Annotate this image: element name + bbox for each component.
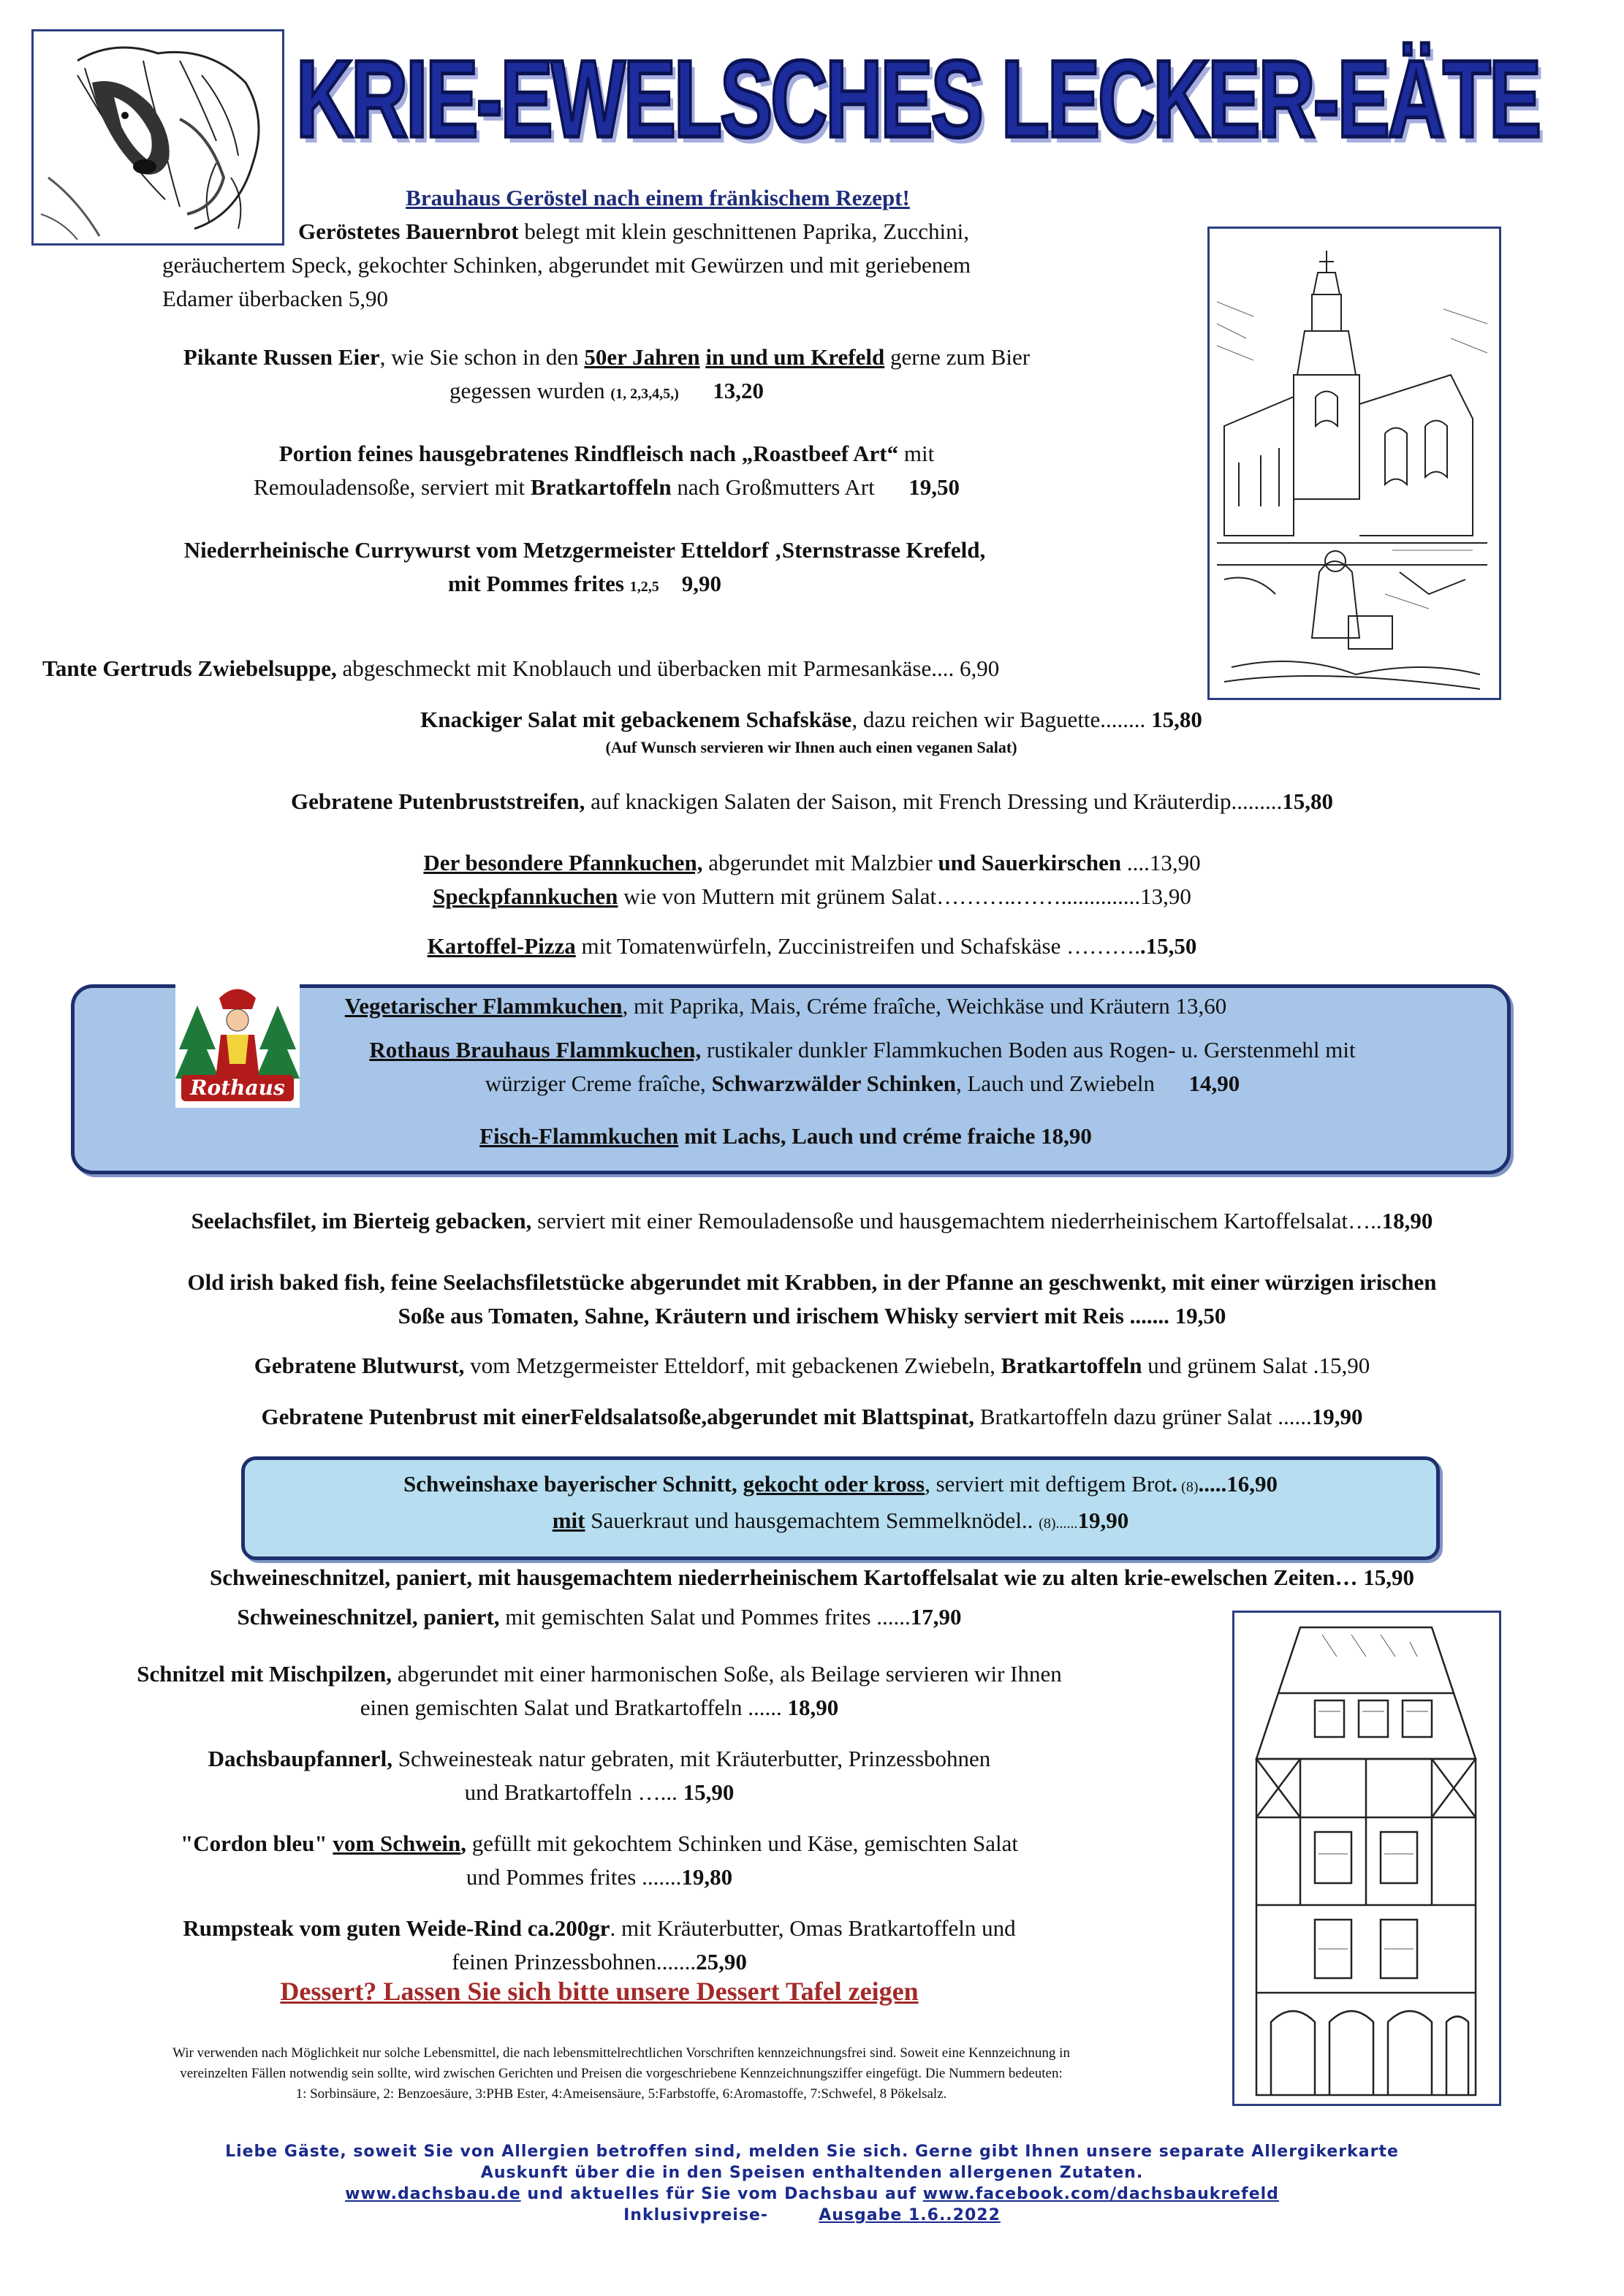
rothaus-logo-text: Rothaus bbox=[190, 1076, 285, 1100]
note-line: vereinzelten Fällen notwendig sein sollte, wird zwischen Gerichten und Preisen die vorgeschriebene Kennzeichnungsziffer eingefügt. Die Nummern bedeuten: bbox=[180, 2066, 1063, 2081]
item-price: .....16,90 bbox=[1198, 1471, 1278, 1497]
item-highlight: Schwarzwälder Schinken bbox=[711, 1071, 956, 1096]
item-name: Schweineschnitzel, paniert, bbox=[237, 1604, 500, 1630]
item-price: 19,80 bbox=[681, 1864, 733, 1890]
item-desc: Remouladensoße, serviert mit bbox=[254, 474, 531, 500]
item-desc: einen gemischten Salat und Bratkartoffeln ...... bbox=[360, 1695, 788, 1720]
menu-item-pfannkuchen bbox=[29, 846, 1595, 913]
dessert-text: Dessert? Lassen Sie sich bitte unsere Dessert Tafel zeigen bbox=[280, 1977, 919, 2006]
item-desc: belegt mit klein geschnittenen Paprika, Zucchini, bbox=[518, 218, 970, 244]
menu-item-irish-fish bbox=[29, 1266, 1595, 1333]
menu-item-roastbeef bbox=[29, 437, 1184, 504]
allergen-codes: (8)...... bbox=[1039, 1516, 1078, 1532]
inklusivpreise-label: Inklusivpreise- bbox=[623, 2206, 768, 2224]
item-desc: nach Großmutters Art bbox=[671, 474, 875, 500]
menu-item-fisch-flammkuchen bbox=[73, 1120, 1498, 1153]
menu-item-seelachsfilet bbox=[29, 1204, 1595, 1238]
item-name: Fisch-Flammkuchen bbox=[479, 1123, 679, 1149]
item-price: 9,90 bbox=[681, 571, 721, 596]
item-name: Portion feines hausgebratenes Rindfleisch nach „Roastbeef Art“ bbox=[278, 441, 899, 466]
item-desc: geräuchertem Speck, gekochter Schinken, abgerundet mit Gewürzen und mit geriebenem bbox=[162, 252, 971, 278]
website-link[interactable]: www.dachsbau.de bbox=[345, 2185, 521, 2203]
item-name: Geröstetes Bauernbrot bbox=[298, 218, 519, 244]
item-desc: und Bratkartoffeln …... bbox=[464, 1779, 683, 1805]
item-price: 18,90 bbox=[787, 1695, 839, 1720]
house-image bbox=[1232, 1611, 1501, 2106]
item-name: Dachsbaupfannerl, bbox=[208, 1746, 393, 1771]
item-price: .15,50 bbox=[1139, 933, 1197, 959]
menu-item-rumpsteak bbox=[29, 1912, 1169, 1979]
footer-line: Auskunft über die in den Speisen enthaltenden allergenen Zutaten. bbox=[480, 2164, 1144, 2182]
allergen-codes: 1,2,5 bbox=[629, 579, 659, 595]
menu-item-currywurst bbox=[29, 533, 1140, 604]
item-highlight: vom Schwein bbox=[333, 1831, 461, 1856]
badger-image bbox=[31, 29, 284, 246]
item-desc: mit Tomatenwürfeln, Zuccinistreifen und Schafskäse ………. bbox=[575, 933, 1140, 959]
item-name: Schweineschnitzel, paniert, mit hausgemachtem niederrheinischem Kartoffelsalat wie zu alten krie-ewelschen Zeiten… 15,90 bbox=[210, 1565, 1414, 1590]
item-desc: . mit Kräuterbutter, Omas Bratkartoffeln und bbox=[610, 1915, 1016, 1941]
allergen-notes bbox=[29, 2043, 1213, 2105]
item-name: Pikante Russen Eier bbox=[183, 344, 380, 370]
item-name: Seelachsfilet, im Bierteig gebacken, bbox=[191, 1208, 532, 1233]
footer bbox=[29, 2141, 1595, 2226]
item-desc: , wie Sie schon in den bbox=[379, 344, 585, 370]
item-price: 18,90 bbox=[1381, 1208, 1433, 1233]
item-desc: feinen Prinzessbohnen....... bbox=[452, 1949, 697, 1974]
item-name: Rothaus Brauhaus Flammkuchen, bbox=[369, 1037, 702, 1063]
house-icon bbox=[1234, 1613, 1499, 2104]
menu-item-veg-flammkuchen bbox=[73, 989, 1498, 1023]
note-line: 1: Sorbinsäure, 2: Benzoesäure, 3:PHB Ester, 4:Ameisensäure, 5:Farbstoffe, 6:Aromastoffe, 7:Schwefel, 8 Pökelsalz. bbox=[295, 2086, 947, 2102]
item-desc: Bratkartoffeln dazu grüner Salat ...... bbox=[974, 1404, 1312, 1429]
item-desc: abgerundet mit einer harmonischen Soße, als Beilage servieren wir Ihnen bbox=[391, 1661, 1062, 1687]
item-price: 17,90 bbox=[910, 1604, 962, 1630]
item-price: ....13,90 bbox=[1121, 850, 1201, 875]
menu-item-zwiebelsuppe bbox=[42, 652, 1212, 685]
item-desc: , mit Paprika, Mais, Créme fraîche, Weichkäse und Kräutern 13,60 bbox=[622, 993, 1227, 1019]
item-desc: Sauerkraut und hausgemachtem Semmelknödel.. bbox=[585, 1508, 1039, 1533]
item-name: Knackiger Salat mit gebackenem Schafskäse bbox=[420, 707, 852, 732]
item-desc: vom Metzgermeister Etteldorf, mit gebackenen Zwiebeln, bbox=[464, 1353, 1001, 1378]
item-price: 15,80 bbox=[1282, 788, 1333, 814]
menu-item-dachsbaupfannerl bbox=[29, 1742, 1169, 1809]
footer-text: und aktuelles für Sie vom Dachsbau auf bbox=[520, 2185, 923, 2203]
allergen-codes: (1, 2,3,4,5,) bbox=[610, 386, 679, 402]
menu-item-schnitzel-kartoffelsalat bbox=[29, 1561, 1595, 1594]
item-name: Kartoffel-Pizza bbox=[427, 933, 576, 959]
item-price: 14,90 bbox=[1188, 1071, 1240, 1096]
item-desc: mit gemischten Salat und Pommes frites ...... bbox=[499, 1604, 911, 1630]
item-desc: serviert mit einer Remouladensoße und hausgemachtem niederrheinischem Kartoffelsalat….. bbox=[531, 1208, 1382, 1233]
menu-item-schweinshaxe bbox=[241, 1467, 1440, 1540]
item-desc: auf knackigen Salaten der Saison, mit French Dressing und Kräuterdip......... bbox=[585, 788, 1283, 814]
salat-note: (Auf Wunsch servieren wir Ihnen auch einen veganen Salat) bbox=[605, 738, 1017, 756]
item-name: Old irish baked fish, feine Seelachsfiletstücke abgerundet mit Krabben, in der Pfanne an geschwenkt, mit einer würzigen irischen bbox=[187, 1269, 1437, 1295]
item-name: Vegetarischer Flammkuchen bbox=[344, 993, 623, 1019]
item-desc: , dazu reichen wir Baguette........ bbox=[851, 707, 1152, 732]
item-name: Schnitzel mit Mischpilzen, bbox=[137, 1661, 392, 1687]
item-highlight: und Sauerkirschen bbox=[938, 850, 1122, 875]
item-name: Tante Gertruds Zwiebelsuppe, bbox=[42, 655, 337, 681]
item-highlight: Bratkartoffeln bbox=[1001, 1353, 1142, 1378]
item-price: 25,90 bbox=[696, 1949, 747, 1974]
badger-icon bbox=[34, 31, 282, 243]
item-price: ..............13,90 bbox=[1060, 883, 1191, 909]
item-price: 19,90 bbox=[1311, 1404, 1363, 1429]
item-price: 15,80 bbox=[1151, 707, 1202, 732]
menu-item-russen-eier bbox=[29, 341, 1184, 411]
menu-item-putenbrust bbox=[29, 1400, 1595, 1434]
item-highlight: Bratkartoffeln bbox=[530, 474, 672, 500]
item-desc: gerne zum Bier bbox=[884, 344, 1031, 370]
item-name: Speckpfannkuchen bbox=[433, 883, 618, 909]
item-price: 19,50 bbox=[908, 474, 960, 500]
item-highlight: gekocht oder kross bbox=[743, 1471, 925, 1497]
item-name: Gebratene Putenbrust mit einerFeldsalatsoße,abgerundet mit Blattspinat, bbox=[261, 1404, 975, 1429]
item-desc: Schweinesteak natur gebraten, mit Kräuterbutter, Prinzessbohnen bbox=[392, 1746, 991, 1771]
item-name: "Cordon bleu" bbox=[180, 1831, 333, 1856]
item-desc: wie von Muttern mit grünem Salat………..…… bbox=[618, 883, 1061, 909]
item-highlight: 50er Jahren bbox=[584, 344, 700, 370]
item-desc: gegessen wurden bbox=[449, 378, 611, 403]
item-price: 13,20 bbox=[713, 378, 764, 403]
menu-item-schnitzel-mischpilzen bbox=[29, 1657, 1169, 1725]
item-desc: rustikaler dunkler Flammkuchen Boden aus Rogen- u. Gerstenmehl mit bbox=[701, 1037, 1356, 1063]
menu-item-kartoffel-pizza bbox=[29, 930, 1595, 963]
item-punct: . bbox=[1172, 1471, 1178, 1497]
item-name: Der besondere Pfannkuchen, bbox=[423, 850, 703, 875]
item-desc: abgerundet mit Malzbier bbox=[702, 850, 938, 875]
item-desc: mit bbox=[898, 441, 935, 466]
church-icon bbox=[1210, 229, 1499, 698]
menu-item-blutwurst bbox=[29, 1349, 1595, 1383]
item-name: Schweinshaxe bayerischer Schnitt, bbox=[403, 1471, 743, 1497]
menu-item-salat bbox=[110, 703, 1513, 737]
item-desc: würziger Creme fraîche, bbox=[485, 1071, 712, 1096]
item-desc: , Lauch und Zwiebeln bbox=[956, 1071, 1156, 1096]
footer-line: Liebe Gäste, soweit Sie von Allergien betroffen sind, melden Sie sich. Gerne gibt Ihnen unsere separate Allergikerkarte bbox=[225, 2143, 1399, 2161]
facebook-link[interactable]: www.facebook.com/dachsbaukrefeld bbox=[922, 2185, 1279, 2203]
item-name: Rumpsteak vom guten Weide-Rind ca.200gr bbox=[183, 1915, 610, 1941]
item-desc: gefüllt mit gekochtem Schinken und Käse, gemischten Salat bbox=[466, 1831, 1018, 1856]
item-desc: mit Lachs, Lauch und créme fraiche 18,90 bbox=[678, 1123, 1092, 1149]
item-desc-price: Soße aus Tomaten, Sahne, Kräutern und irischem Whisky serviert mit Reis ....... 19,50 bbox=[398, 1303, 1226, 1328]
menu-item-geroestel bbox=[162, 215, 1200, 316]
item-highlight: mit bbox=[552, 1508, 585, 1533]
geroestel-heading: Brauhaus Geröstel nach einem fränkischem Rezept! bbox=[406, 185, 910, 210]
item-desc: abgeschmeckt mit Knoblauch und überbacken mit Parmesankäse.... 6,90 bbox=[336, 655, 1000, 681]
menu-item-cordon-bleu bbox=[29, 1827, 1169, 1894]
item-desc: , serviert mit deftigem Brot bbox=[925, 1471, 1172, 1497]
item-desc-price: Edamer überbacken 5,90 bbox=[162, 286, 389, 311]
item-name: Gebratene Blutwurst, bbox=[254, 1353, 465, 1378]
allergen-codes: (8) bbox=[1177, 1479, 1199, 1495]
church-image bbox=[1207, 227, 1501, 700]
menu-item-putenbruststreifen bbox=[29, 785, 1595, 818]
item-name: Gebratene Putenbruststreifen, bbox=[290, 788, 585, 814]
item-price: 19,90 bbox=[1077, 1508, 1129, 1533]
item-desc: und Pommes frites ....... bbox=[466, 1864, 682, 1890]
menu-item-rothaus-flammkuchen bbox=[219, 1033, 1506, 1101]
note-line: Wir verwenden nach Möglichkeit nur solche Lebensmittel, die nach lebensmittelrechtlichen Vorschriften kennzeichnungsfrei sind. Soweit eine Kennzeichnung in bbox=[172, 2045, 1070, 2061]
item-desc: und grünem Salat .15,90 bbox=[1142, 1353, 1370, 1378]
item-name: mit Pommes frites bbox=[447, 571, 630, 596]
item-price: 15,90 bbox=[683, 1779, 735, 1805]
dessert-note bbox=[29, 1974, 1169, 2008]
page-title: KRIE-EWELSCHES LECKER-EÄTE bbox=[296, 37, 1540, 160]
edition-label: Ausgabe 1.6..2022 bbox=[819, 2206, 1001, 2224]
item-name: Niederrheinische Currywurst vom Metzgermeister Etteldorf ‚Sternstrasse Krefeld, bbox=[183, 537, 986, 563]
item-punct: , bbox=[460, 1831, 466, 1856]
item-highlight: in und um Krefeld bbox=[705, 344, 885, 370]
menu-item-schnitzel-pommes bbox=[29, 1600, 1169, 1634]
